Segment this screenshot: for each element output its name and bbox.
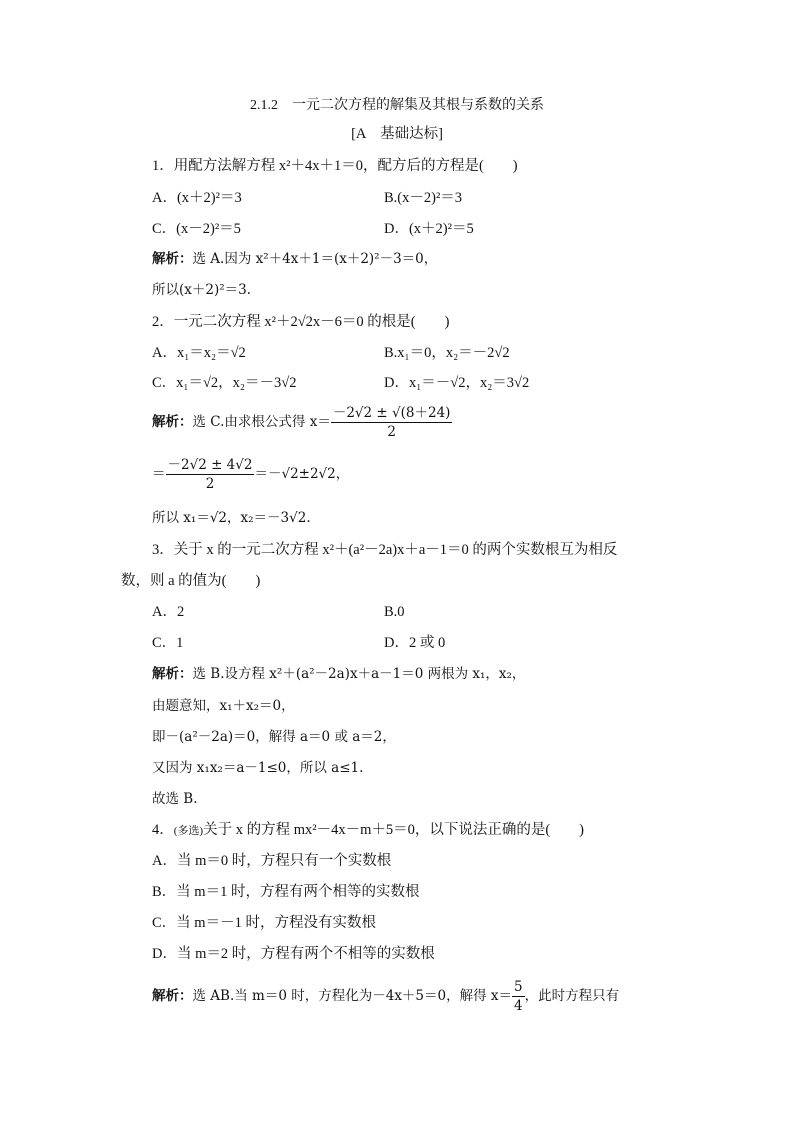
question-text: 关于 x 的方程 mx²－4x－m＋5＝0，以下说法正确的是( ) (203, 822, 585, 838)
question-number: 4． (152, 822, 174, 838)
solution-text: 选 B.设方程 x²＋(a²－2a)x＋a－1＝0 两根为 x₁，x₂， (192, 666, 526, 682)
fraction-numerator: －2√2 ± 4√2 (167, 457, 253, 473)
question-1-option-c: C．(x－2)²＝5 (152, 221, 241, 237)
question-3-solution-line-2: 由题意知，x₁＋x₂＝0， (152, 698, 295, 714)
question-3-solution-line-1 (152, 664, 525, 684)
fraction-numerator: －2√2 ± √(8＋24) (332, 405, 451, 421)
question-4-option-a: A．当 m＝0 时，方程只有一个实数根 (152, 853, 392, 869)
question-1-option-d: D．(x＋2)²＝5 (384, 221, 474, 237)
question-4-option-b: B．当 m＝1 时，方程有两个相等的实数根 (152, 884, 420, 900)
section-heading: [A 基础达标] (351, 126, 443, 142)
solution-label: 解析： (152, 666, 193, 682)
fraction-denominator: 2 (387, 424, 396, 440)
question-3-option-a: A．2 (152, 604, 185, 620)
solution-text: 选 AB.当 m＝0 时，方程化为－4x＋5＝0，解得 x＝ (192, 988, 513, 1004)
solution-text: ＝－√2±2√2， (254, 466, 350, 482)
question-3-stem-line-2: 数，则 a 的值为( ) (121, 573, 261, 589)
question-2-option-a: A．x₁＝x₂＝√2 (152, 345, 246, 361)
solution-text: 选 A.因为 x²＋4x＋1＝(x＋2)²－3＝0， (192, 251, 438, 267)
question-2-solution-line-3: 所以 x₁＝√2，x₂＝－3√2. (152, 510, 311, 526)
question-1-solution-line-1 (152, 249, 437, 269)
fraction (512, 978, 525, 1015)
question-2-option-c: C．x₁＝√2，x₂＝－3√2 (152, 375, 297, 391)
question-2-stem: 2．一元二次方程 x²＋2√2x－6＝0 的根是( ) (152, 314, 450, 330)
solution-text: ，此时方程只有 (524, 988, 620, 1004)
page-title: 2.1.2 一元二次方程的解集及其根与系数的关系 (250, 98, 544, 113)
question-4-stem (152, 820, 584, 841)
fraction-numerator: 5 (514, 979, 523, 995)
fraction (166, 456, 255, 493)
multi-select-tag: (多选) (173, 825, 204, 837)
question-1-stem: 1．用配方法解方程 x²＋4x＋1＝0，配方后的方程是( ) (152, 158, 518, 174)
solution-label: 解析： (152, 988, 193, 1004)
question-3-stem-line-1: 3．关于 x 的一元二次方程 x²＋(a²－2a)x＋a－1＝0 的两个实数根互为相反 (152, 542, 618, 558)
fraction (331, 404, 453, 441)
question-4-option-c: C．当 m＝－1 时，方程没有实数根 (152, 915, 376, 931)
question-3-solution-line-4: 又因为 x₁x₂＝a－1≤0，所以 a≤1. (152, 760, 364, 776)
question-1-option-a: A．(x＋2)²＝3 (152, 190, 242, 206)
question-2-solution-line-2 (152, 456, 349, 493)
fraction-denominator: 4 (514, 998, 523, 1014)
question-2-solution-line-1 (152, 404, 452, 441)
question-4-option-d: D．当 m＝2 时，方程有两个不相等的实数根 (152, 946, 435, 962)
question-4-solution-line-1 (152, 978, 619, 1015)
fraction-denominator: 2 (205, 476, 215, 492)
question-3-option-d: D．2 或 0 (384, 635, 446, 651)
question-2-option-b: B.x₁＝0，x₂＝－2√2 (384, 345, 510, 361)
question-1-solution-line-2: 所以(x＋2)²＝3. (152, 282, 252, 298)
solution-text: ＝ (152, 466, 166, 482)
solution-text: 选 C.由求根公式得 x＝ (192, 414, 331, 430)
question-2-option-d: D．x₁＝－√2，x₂＝3√2 (384, 375, 530, 391)
solution-label: 解析： (152, 414, 193, 430)
question-3-solution-line-3: 即－(a²－2a)＝0，解得 a＝0 或 a＝2， (152, 729, 396, 745)
question-1-option-b: B.(x－2)²＝3 (384, 190, 463, 206)
solution-label: 解析： (152, 251, 193, 267)
question-3-option-c: C．1 (152, 635, 184, 651)
question-3-option-b: B.0 (384, 604, 405, 620)
question-3-solution-line-5: 故选 B. (152, 791, 198, 807)
